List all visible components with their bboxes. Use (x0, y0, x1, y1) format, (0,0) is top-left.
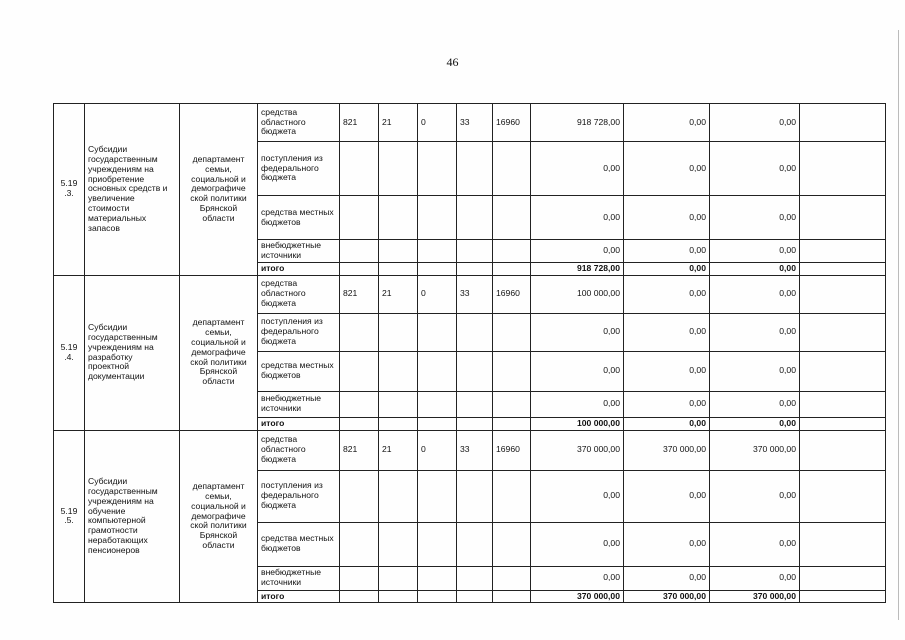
amount-cell: 0,00 (531, 522, 624, 566)
code-cell (493, 351, 531, 391)
empty-cell (800, 470, 886, 522)
empty-cell (457, 417, 493, 430)
code-cell: 821 (340, 104, 379, 142)
empty-cell (457, 262, 493, 275)
amount-cell: 0,00 (710, 566, 800, 590)
amount-cell: 0,00 (710, 470, 800, 522)
code-cell (418, 196, 457, 240)
funding-source: средства областного бюджета (258, 275, 340, 313)
code-cell: 33 (457, 430, 493, 470)
empty-cell (493, 590, 531, 603)
empty-cell (340, 590, 379, 603)
code-cell (340, 351, 379, 391)
code-cell (493, 240, 531, 263)
funding-source: внебюджетные источники (258, 240, 340, 263)
code-cell: 21 (379, 430, 418, 470)
amount-cell: 0,00 (531, 566, 624, 590)
code-cell: 821 (340, 275, 379, 313)
code-cell (340, 196, 379, 240)
amount-cell: 918 728,00 (531, 104, 624, 142)
code-cell (418, 313, 457, 351)
amount-cell: 0,00 (624, 104, 710, 142)
code-cell: 821 (340, 430, 379, 470)
funding-source: поступления из федерального бюджета (258, 470, 340, 522)
code-cell (418, 240, 457, 263)
amount-cell: 0,00 (710, 313, 800, 351)
amount-cell: 0,00 (531, 470, 624, 522)
empty-cell (493, 417, 531, 430)
amount-cell: 0,00 (624, 240, 710, 263)
total-label: итого (258, 262, 340, 275)
amount-cell: 0,00 (624, 142, 710, 196)
code-cell (379, 196, 418, 240)
section-name: Субсидии государственным учреждениям на приобретение основных средств и увеличение стоимости материальных запасов (85, 104, 180, 276)
code-cell: 16960 (493, 430, 531, 470)
code-cell (493, 142, 531, 196)
amount-cell: 0,00 (710, 142, 800, 196)
code-cell (457, 313, 493, 351)
total-label: итого (258, 590, 340, 603)
amount-cell: 0,00 (710, 522, 800, 566)
funding-source: средства местных бюджетов (258, 522, 340, 566)
empty-cell (800, 566, 886, 590)
code-cell (457, 391, 493, 417)
code-cell (379, 470, 418, 522)
section-name: Субсидии государственным учреждениям на обучение компьютерной грамотности неработающих пенсионеров (85, 430, 180, 603)
empty-cell (800, 275, 886, 313)
code-cell: 0 (418, 104, 457, 142)
amount-cell: 0,00 (531, 351, 624, 391)
amount-cell: 0,00 (531, 196, 624, 240)
code-cell: 0 (418, 430, 457, 470)
amount-cell: 0,00 (531, 391, 624, 417)
amount-cell: 100 000,00 (531, 275, 624, 313)
code-cell (340, 566, 379, 590)
code-cell (418, 391, 457, 417)
code-cell: 16960 (493, 275, 531, 313)
code-cell: 21 (379, 104, 418, 142)
page-number: 46 (446, 55, 459, 69)
empty-cell (800, 391, 886, 417)
code-cell (418, 522, 457, 566)
amount-cell: 0,00 (624, 566, 710, 590)
code-cell (340, 470, 379, 522)
funding-source: поступления из федерального бюджета (258, 313, 340, 351)
code-cell (379, 522, 418, 566)
code-cell (379, 351, 418, 391)
funding-source: средства областного бюджета (258, 430, 340, 470)
empty-cell (800, 351, 886, 391)
total-amount: 0,00 (624, 417, 710, 430)
empty-cell (457, 590, 493, 603)
section-name: Субсидии государственным учреждениям на разработку проектной документации (85, 275, 180, 430)
amount-cell: 0,00 (624, 470, 710, 522)
budget-table (53, 103, 886, 603)
empty-cell (800, 522, 886, 566)
amount-cell: 0,00 (624, 522, 710, 566)
code-cell (418, 566, 457, 590)
amount-cell: 0,00 (710, 104, 800, 142)
empty-cell (800, 104, 886, 142)
code-cell (457, 196, 493, 240)
total-amount: 370 000,00 (624, 590, 710, 603)
code-cell (493, 196, 531, 240)
code-cell (340, 522, 379, 566)
section-number: 5.19 .5. (54, 430, 85, 603)
code-cell (340, 240, 379, 263)
total-amount: 0,00 (710, 262, 800, 275)
code-cell (493, 566, 531, 590)
amount-cell: 0,00 (531, 313, 624, 351)
empty-cell (340, 262, 379, 275)
total-label: итого (258, 417, 340, 430)
amount-cell: 0,00 (710, 275, 800, 313)
total-amount: 0,00 (710, 417, 800, 430)
code-cell (418, 142, 457, 196)
empty-cell (379, 590, 418, 603)
empty-cell (418, 590, 457, 603)
amount-cell: 0,00 (624, 391, 710, 417)
empty-cell (800, 313, 886, 351)
empty-cell (800, 417, 886, 430)
code-cell: 0 (418, 275, 457, 313)
code-cell (418, 470, 457, 522)
total-amount: 370 000,00 (710, 590, 800, 603)
amount-cell: 0,00 (624, 313, 710, 351)
empty-cell (800, 196, 886, 240)
empty-cell (379, 417, 418, 430)
code-cell (379, 313, 418, 351)
code-cell: 16960 (493, 104, 531, 142)
section-department: департамент семьи, социальной и демографиче ской политики Брянской области (180, 430, 258, 603)
total-amount: 918 728,00 (531, 262, 624, 275)
code-cell (457, 351, 493, 391)
total-amount: 0,00 (624, 262, 710, 275)
code-cell (493, 391, 531, 417)
amount-cell: 0,00 (710, 351, 800, 391)
amount-cell: 0,00 (710, 391, 800, 417)
total-amount: 100 000,00 (531, 417, 624, 430)
amount-cell: 370 000,00 (710, 430, 800, 470)
code-cell (340, 391, 379, 417)
total-amount: 370 000,00 (531, 590, 624, 603)
amount-cell: 0,00 (531, 142, 624, 196)
empty-cell (800, 590, 886, 603)
table-row (54, 275, 886, 313)
amount-cell: 0,00 (624, 351, 710, 391)
code-cell (379, 566, 418, 590)
amount-cell: 0,00 (624, 275, 710, 313)
empty-cell (800, 240, 886, 263)
amount-cell: 370 000,00 (624, 430, 710, 470)
amount-cell: 0,00 (710, 240, 800, 263)
empty-cell (418, 262, 457, 275)
amount-cell: 0,00 (531, 240, 624, 263)
empty-cell (340, 417, 379, 430)
funding-source: средства местных бюджетов (258, 196, 340, 240)
code-cell: 33 (457, 275, 493, 313)
code-cell (457, 142, 493, 196)
code-cell (457, 566, 493, 590)
empty-cell (800, 430, 886, 470)
funding-source: средства местных бюджетов (258, 351, 340, 391)
code-cell (457, 470, 493, 522)
section-department: департамент семьи, социальной и демографиче ской политики Брянской области (180, 104, 258, 276)
section-number: 5.19 .4. (54, 275, 85, 430)
empty-cell (379, 262, 418, 275)
funding-source: внебюджетные источники (258, 566, 340, 590)
table-row (54, 430, 886, 470)
empty-cell (800, 142, 886, 196)
code-cell (493, 313, 531, 351)
code-cell (457, 522, 493, 566)
code-cell (340, 142, 379, 196)
scan-edge-line (898, 30, 899, 620)
section-department: департамент семьи, социальной и демографиче ской политики Брянской области (180, 275, 258, 430)
empty-cell (800, 262, 886, 275)
amount-cell: 370 000,00 (531, 430, 624, 470)
code-cell (493, 522, 531, 566)
code-cell (379, 240, 418, 263)
code-cell: 33 (457, 104, 493, 142)
section-number: 5.19 .3. (54, 104, 85, 276)
code-cell: 21 (379, 275, 418, 313)
amount-cell: 0,00 (710, 196, 800, 240)
empty-cell (418, 417, 457, 430)
code-cell (457, 240, 493, 263)
code-cell (493, 470, 531, 522)
amount-cell: 0,00 (624, 196, 710, 240)
code-cell (418, 351, 457, 391)
funding-source: средства областного бюджета (258, 104, 340, 142)
code-cell (379, 391, 418, 417)
empty-cell (493, 262, 531, 275)
funding-source: поступления из федерального бюджета (258, 142, 340, 196)
code-cell (340, 313, 379, 351)
table-row (54, 104, 886, 142)
funding-source: внебюджетные источники (258, 391, 340, 417)
code-cell (379, 142, 418, 196)
